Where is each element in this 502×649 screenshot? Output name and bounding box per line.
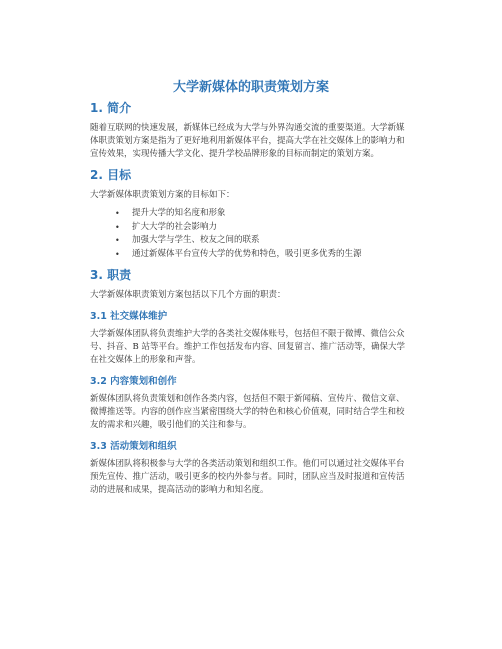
subsection-social-media: [90, 310, 410, 367]
goals-paragraph: 大学新媒体职责策划方案的目标如下：: [90, 190, 235, 200]
section-heading-goals: 2. 目标: [90, 168, 132, 182]
section-goals: [90, 167, 410, 261]
bullet-icon: •: [115, 249, 120, 259]
list-item: [90, 248, 410, 262]
intro-paragraph: 随着互联网的快速发展，新媒体已经成为大学与外界沟通交流的重要渠道。大学新媒体职责策划方案是指为了更好地利用新媒体平台，提高大学在社交媒体上的影响力和宣传效果，实现传播大学文化、提升学校品牌形象的目标而制定的策划方案。: [90, 123, 405, 159]
subsection-heading: 3.3 活动策划和组织: [90, 441, 177, 452]
bullet-icon: •: [115, 209, 120, 218]
document-body: [90, 100, 410, 497]
list-item: [90, 221, 410, 235]
list-item-text: 扩大大学的社会影响力: [132, 221, 218, 232]
bullet-icon: •: [115, 236, 120, 245]
subsection-events: [90, 440, 410, 497]
goals-list: [90, 207, 410, 261]
bullet-icon: •: [115, 222, 120, 232]
subsection-paragraph: 大学新媒体团队将负责维护大学的各类社交媒体账号，包括但不限于微博、微信公众号、抖音、B 站等平台。维护工作包括发布内容、回复留言、推广活动等，确保大学在社交媒体上的形象和声誉。: [90, 329, 405, 365]
section-duties: [90, 267, 410, 497]
subsection-heading: 3.2 内容策划和创作: [90, 376, 177, 387]
list-item-text: 通过新媒体平台宣传大学的优势和特色，吸引更多优秀的生源: [132, 248, 362, 259]
list-item: [90, 234, 410, 248]
subsection-paragraph: 新媒体团队将负责策划和创作各类内容，包括但不限于新闻稿、宣传片、微信文章、微博推送等。内容的创作应当紧密围绕大学的特色和核心价值观，同时结合学生和校友的需求和兴趣，吸引他们的关注和参与。: [90, 394, 405, 430]
list-item-text: 提升大学的知名度和形象: [132, 208, 226, 218]
section-heading-duties: 3. 职责: [90, 268, 132, 282]
subsection-content: [90, 375, 410, 432]
subsection-heading: 3.1 社交媒体维护: [90, 311, 168, 322]
section-heading-intro: 1. 简介: [90, 101, 132, 115]
section-intro: [90, 100, 410, 161]
subsection-paragraph: 新媒体团队将积极参与大学的各类活动策划和组织工作。他们可以通过社交媒体平台预先宣传、推广活动，吸引更多的校内外参与者。同时，团队应当及时报道和宣传活动的进展和成果，提高活动的影响力和知名度。: [90, 459, 405, 495]
document-title: 大学新媒体的职责策划方案: [172, 80, 329, 95]
list-item-text: 加强大学与学生、校友之间的联系: [132, 235, 260, 245]
list-item: [90, 207, 410, 221]
duties-paragraph: 大学新媒体职责策划方案包括以下几个方面的职责：: [90, 290, 286, 300]
